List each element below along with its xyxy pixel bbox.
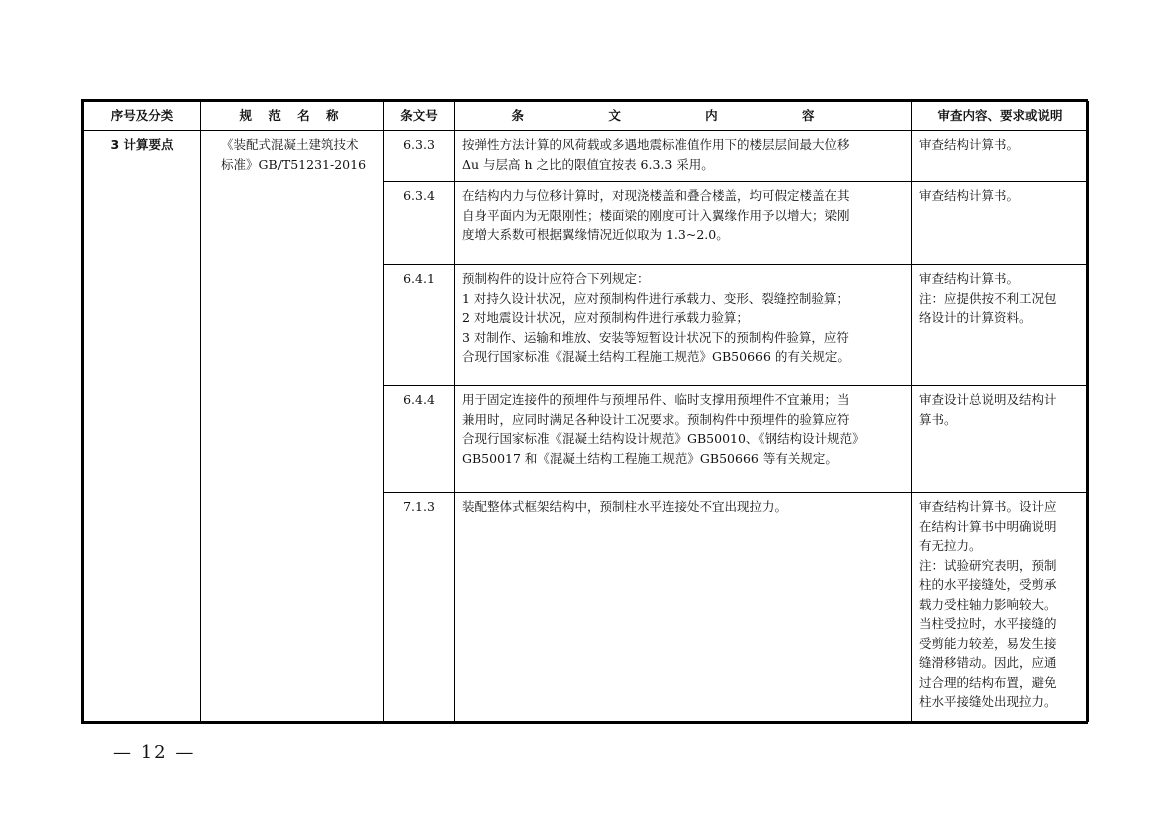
- review-note: [912, 386, 1089, 493]
- table-header-row: [84, 102, 1089, 131]
- review-line: 过合理的结构布置，避免: [919, 674, 1057, 690]
- review-line: 审查结构计算书。: [919, 188, 1020, 203]
- clause-number: 6.4.4: [384, 386, 455, 493]
- review-line: 审查结构计算书。: [919, 137, 1020, 152]
- review-line: 注：试验研究表明，预制: [919, 557, 1057, 573]
- review-line: 缝滑移错动。因此，应通: [919, 655, 1057, 670]
- table-row: [84, 131, 1089, 182]
- review-note: [912, 182, 1089, 265]
- content-line: GB50017 和《混凝土结构工程施工规范》GB50666 等有关规定。: [462, 450, 838, 466]
- content-line: 装配整体式框架结构中，预制柱水平连接处不宜出现拉力。: [462, 499, 788, 514]
- header-clause-content: 条 文 内 容: [455, 102, 912, 131]
- clause-number: 6.3.3: [384, 131, 455, 182]
- content-line: 兼用时，应同时满足各种设计工况要求。预制构件中预埋件的验算应符: [462, 411, 850, 427]
- review-line: 络设计的计算资料。: [919, 310, 1032, 325]
- header-review-requirements: 审查内容、要求或说明: [912, 102, 1089, 131]
- clause-content: [455, 265, 912, 386]
- review-note: [912, 265, 1089, 386]
- standard-name-line: 标准》GB/T51231-2016: [221, 156, 367, 172]
- content-line: 1 对持久设计状况，应对预制构件进行承载力、变形、裂缝控制验算；: [462, 290, 849, 306]
- category-cell: 3 计算要点: [84, 131, 201, 722]
- review-line: 有无拉力。: [919, 538, 982, 553]
- content-line: 在结构内力与位移计算时，对现浇楼盖和叠合楼盖，均可假定楼盖在其: [462, 188, 850, 203]
- clause-number: 6.3.4: [384, 182, 455, 265]
- review-line: 受剪能力较差，易发生接: [919, 635, 1057, 651]
- review-line: 审查结构计算书。设计应: [919, 499, 1057, 514]
- review-line: 在结构计算书中明确说明: [919, 518, 1057, 534]
- review-line: 审查设计总说明及结构计: [919, 392, 1057, 407]
- clause-number: 7.1.3: [384, 493, 455, 722]
- content-line: 合现行国家标准《混凝土结构设计规范》GB50010、《钢结构设计规范》: [462, 431, 865, 446]
- content-line: 用于固定连接件的预埋件与预埋吊件、临时支撑用预埋件不宜兼用；当: [462, 392, 850, 407]
- review-line: 算书。: [919, 411, 957, 427]
- review-line: 柱的水平接缝处，受剪承: [919, 577, 1057, 592]
- review-line: 当柱受拉时，水平接缝的: [919, 616, 1057, 631]
- review-note: [912, 493, 1089, 722]
- clause-content: [455, 386, 912, 493]
- review-line: 载力受柱轴力影响较大。: [919, 596, 1057, 612]
- content-line: 按弹性方法计算的风荷载或多遇地震标准值作用下的楼层层间最大位移: [462, 137, 850, 152]
- clause-content: [455, 182, 912, 265]
- header-standard-name: 规 范 名 称: [201, 102, 384, 131]
- review-line: 柱水平接缝处出现拉力。: [919, 694, 1057, 709]
- content-line: 2 对地震设计状况，应对预制构件进行承载力验算；: [462, 310, 749, 325]
- clause-content: [455, 493, 912, 722]
- content-line: 合现行国家标准《混凝土结构工程施工规范》GB50666 的有关规定。: [462, 349, 850, 364]
- standard-name-cell: [201, 131, 384, 722]
- content-line: 度增大系数可根据翼缘情况近似取为 1.3~2.0。: [462, 227, 729, 242]
- content-line: 3 对制作、运输和堆放、安装等短暂设计状况下的预制构件验算，应符: [462, 329, 849, 345]
- content-line: 自身平面内为无限刚性；楼面梁的刚度可计入翼缘作用予以增大；梁刚: [462, 207, 850, 223]
- header-clause-number: 条文号: [384, 102, 455, 131]
- content-line: 预制构件的设计应符合下列规定：: [462, 271, 650, 286]
- clause-number: 6.4.1: [384, 265, 455, 386]
- review-note: [912, 131, 1089, 182]
- page-number: — 12 —: [113, 742, 196, 763]
- standard-name-line: 《装配式混凝土建筑技术: [221, 137, 359, 152]
- review-line: 审查结构计算书。: [919, 271, 1020, 286]
- review-table-frame: [81, 99, 1088, 724]
- review-table: [83, 101, 1089, 722]
- clause-content: [455, 131, 912, 182]
- review-line: 注：应提供按不利工况包: [919, 290, 1057, 306]
- header-index: 序号及分类: [84, 102, 201, 131]
- content-line: Δu 与层高 h 之比的限值宜按表 6.3.3 采用。: [462, 156, 714, 172]
